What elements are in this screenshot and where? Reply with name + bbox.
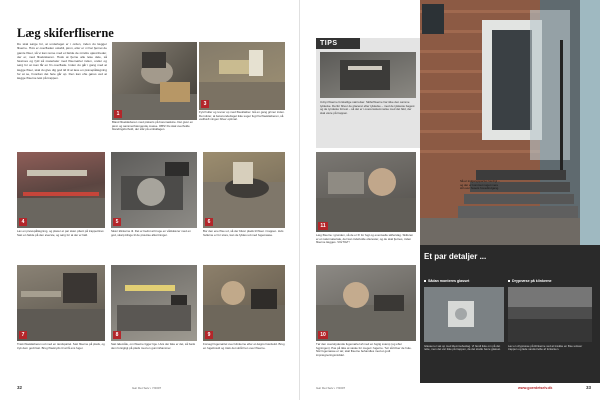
step-7-illustration bbox=[17, 265, 105, 341]
footer-left: Gør Det Selv • 7/2007 bbox=[132, 386, 162, 390]
step-8-illustration bbox=[111, 265, 197, 341]
step-4-illustration bbox=[17, 152, 105, 228]
step-11-illustration bbox=[316, 152, 416, 232]
entrance-photo-caption: Så er indgangspartiet færdigt – og der er kommet noget mere stil over husets hovedindgang. bbox=[460, 179, 500, 191]
footer-right: Gør Det Selv • 7/2007 bbox=[316, 386, 346, 390]
drip-edge-illustration bbox=[508, 287, 592, 342]
step-1-photo bbox=[112, 42, 197, 120]
detail-1-bullet bbox=[424, 280, 426, 282]
step-number: 1 bbox=[114, 110, 122, 118]
step-6-photo bbox=[203, 152, 285, 228]
step-10-illustration bbox=[316, 265, 416, 341]
step-10-caption: Tør den overskydende fugemørtel af med en fugtig svamp (og efter fugningen). Pas på ikke at vaske for meget i fugerne. Tør så bliver de hule. Når fugemasse er tør, skal fliserne behandles med et godt imprægneringsmiddel. bbox=[316, 342, 412, 357]
page-number-right: 33 bbox=[586, 385, 592, 390]
tips-photo bbox=[320, 52, 416, 98]
step-5-illustration bbox=[111, 152, 197, 228]
article-title: Læg skiferfliserne bbox=[17, 26, 114, 40]
step-9-illustration bbox=[203, 265, 285, 341]
page-number-left: 32 bbox=[17, 385, 23, 390]
detail-2-photo bbox=[508, 287, 592, 342]
step-number: 4 bbox=[19, 218, 27, 226]
detail-1-title: Sådan monteres glasset bbox=[428, 279, 470, 283]
step-11-caption: Læg fliserne i grunden, så de er fri for fugt og eventuelle skiferslag. Skiferen er et naturmateriale, der kan indeholde olierester, og de skal fjernes, inden fliserne lægges. VIGTIGT! bbox=[316, 233, 414, 245]
house-entrance-illustration bbox=[420, 0, 600, 245]
step-2-caption: Bland fliseklæberen med piskeris på boremaskine. Det giver en jævn og sammenhængende masse. OBS! Du skal overholde blandingsforhold, der står på emballagen. bbox=[112, 120, 193, 132]
step-number: 11 bbox=[318, 222, 328, 230]
step-number: 10 bbox=[318, 331, 328, 339]
step-4-caption: Lav en prøvepålægning, og placer et par stæn pilent på trappetrinet. Sæt en fælde på den øverste, og sørg for at der er fald. bbox=[17, 229, 105, 237]
detail-1-caption: Glasset er sat op med klemmebeslag. Vi fandt ikke om på det rette, men det var ikke på trappen, da det skulle bære glasset. bbox=[424, 344, 501, 352]
step-6-caption: Bor den ene flise ud, så der bliver plads til flisen i trappen. Hvis hullerne er for store, kan de fyldes ud med fugemasse. bbox=[203, 229, 284, 237]
step-6-illustration bbox=[203, 152, 285, 228]
step-number: 7 bbox=[19, 331, 27, 339]
step-8-photo bbox=[111, 265, 197, 341]
step-7-caption: Træk fliseklæberen ud med en tandspartel. Sæt fliserne på plads, og tryk dem godt fast. Brug flisekryds til at få ens fuger. bbox=[17, 342, 105, 350]
step-9-caption: Forsegl fugemørtel over klinkerne efter et døgns hærdetid. Brug en fugebrædt og træk det skråt hen over fliserne. bbox=[203, 342, 285, 350]
step-1-illustration bbox=[112, 42, 197, 120]
finished-entrance-photo bbox=[420, 0, 600, 245]
detail-2-title: Drypnæse på klinkerne bbox=[512, 279, 552, 283]
step-3-photo bbox=[199, 42, 285, 110]
step-9-photo bbox=[203, 265, 285, 341]
step-3-illustration bbox=[199, 42, 285, 110]
details-heading: Et par detaljer ... bbox=[424, 252, 487, 261]
step-7-photo bbox=[17, 265, 105, 341]
step-10-photo bbox=[316, 265, 416, 341]
step-number: 9 bbox=[205, 331, 213, 339]
step-number: 8 bbox=[113, 331, 121, 339]
step-4-photo bbox=[17, 152, 105, 228]
tips-label: TIPS bbox=[316, 38, 360, 49]
step-5-photo bbox=[111, 152, 197, 228]
article-intro: Du skal sørge for, at underlaget er i orden, inden du lægger fliserne. Hvis er overfladen ustabil, jævn, eller er vi har fjernet de gamle fliser, så vi kan rense med et fælde de mindre ujævnheder, der er, med flisekiskeren. Husk at fjerne alle løse dele, så fæstnes og fyld så materialer med flisemørtel inden, under og sørg for at man får en fin overflade. Inden du går i gang med at lægge fliser, skal du give dig god tid til at lave en prøvepålægning for at se, hvordan det hele går op. Den kan ofte gøres ved at lægge fliserne løst på trappen. bbox=[17, 42, 107, 81]
detail-2-bullet bbox=[508, 280, 510, 282]
step-5-caption: Skær klinkerne til. Det er bedst at bruge en vådskærer med en god, skarp klinge til de præcise afkortninger. bbox=[111, 229, 191, 237]
tips-illustration bbox=[320, 52, 416, 98]
step-number: 3 bbox=[201, 100, 209, 108]
step-8-caption: Sæt lølemåle, om fliserne ligger lige. Hvis der ikke er det, så bank dem forsigtigt på plads med en gummihammer. bbox=[111, 342, 196, 350]
website-url: www.goerdetselv.dk bbox=[518, 386, 553, 390]
step-number: 5 bbox=[113, 218, 121, 226]
glass-clamp-illustration bbox=[424, 287, 504, 342]
step-3-caption: Fyld huller og revner op med fliseklæber. Gå en gang grimer inden. Det sikrer, at betonunderlaget ikke suger fugt fra fliseklæberen, så vedhæft ningen bliver optimal. bbox=[199, 110, 285, 122]
detail-1-photo bbox=[424, 287, 504, 342]
step-number: 6 bbox=[205, 218, 213, 226]
step-11-photo bbox=[316, 152, 416, 232]
tips-caption: Udnyt fliserne forskellige størrelser. Skiferfliserne har ikke den samme tykkelse. Derfor bliver de placeret efter tykkelse – med de tykkeste bagest og de tyndeste forrest – så det er i overensstemmelse med det fald, der skal være på trappen. bbox=[320, 100, 415, 115]
detail-2-caption: Lav en drypnæse på klinkerne ved at trække en flise udover trappen og lade vandet løbe af forkanten. bbox=[508, 344, 583, 352]
